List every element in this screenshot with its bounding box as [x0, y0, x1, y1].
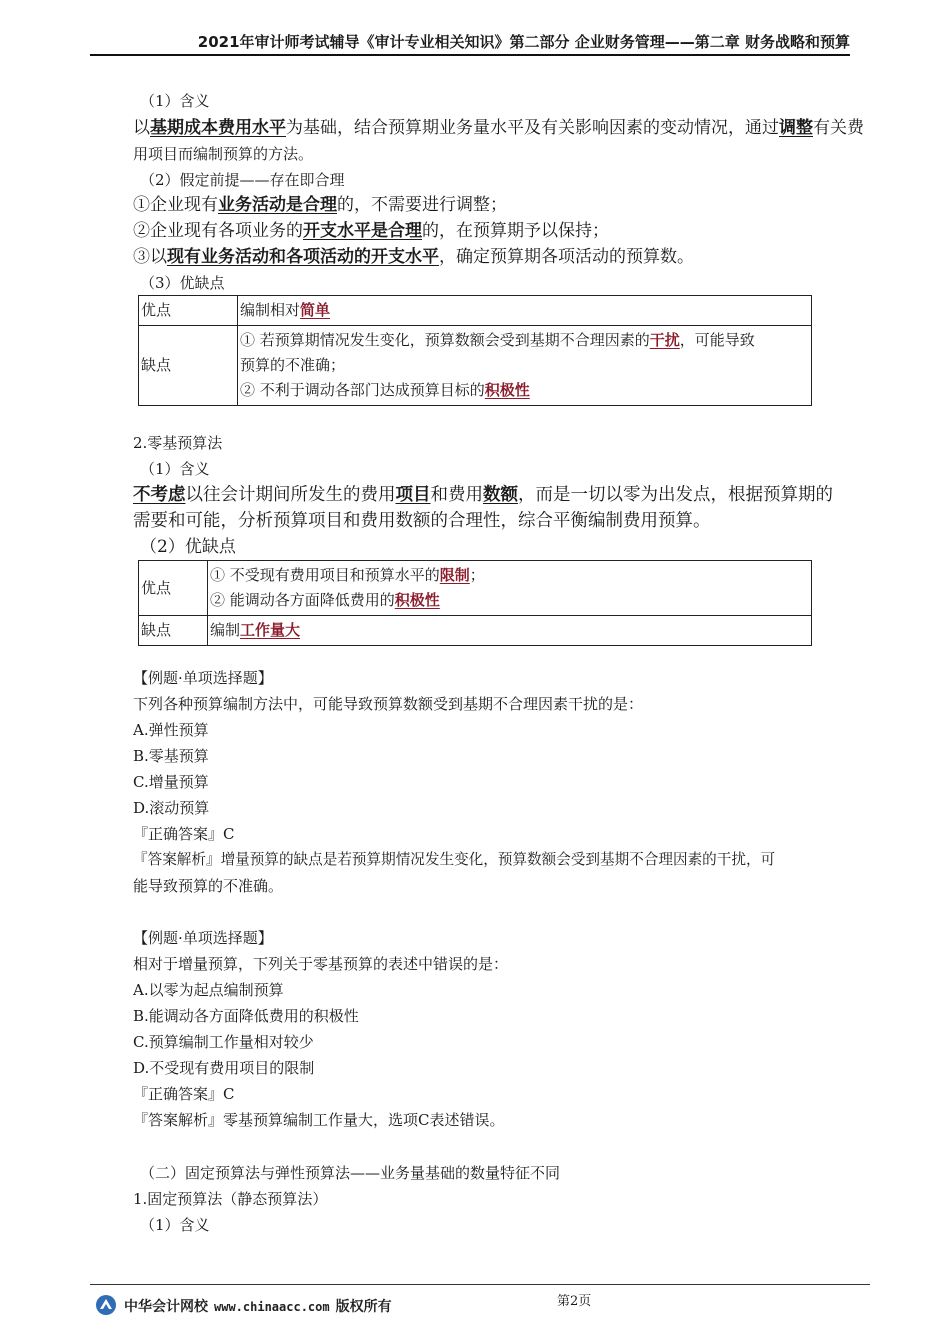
ex1-tag: 【例题·单项选择题】 — [133, 669, 273, 687]
header-rule — [90, 54, 850, 56]
s2-heading-meaning: （1）含义 — [140, 460, 210, 478]
table-value-cell: ① 若预算期情况发生变化，预算数额会受到基期不合理因素的干扰，可能导致 预算的不准确； ② 不利于调动各部门达成预算目标的积极性 — [238, 326, 812, 406]
table-value-cell: 编制相对简单 — [238, 296, 812, 326]
s1-premise-2: ②企业现有各项业务的开支水平是合理的，在预算期予以保持； — [133, 221, 609, 241]
ex2-option-b: B.能调动各方面降低费用的积极性 — [133, 1007, 359, 1025]
table-row — [139, 561, 812, 616]
s1-heading-meaning: （1）含义 — [140, 92, 210, 110]
s2-definition-line1: 不考虑以往会计期间所发生的费用项目和费用数额，而是一切以零为出发点，根据预算期的 — [133, 485, 833, 505]
table-label-cell: 优点 — [139, 561, 208, 616]
table-label-cell: 缺点 — [139, 616, 208, 646]
table-row — [139, 296, 812, 326]
brand-rights: 版权所有 — [335, 1299, 392, 1315]
s1-premise-1: ①企业现有业务活动是合理的，不需要进行调整； — [133, 195, 507, 215]
ex2-analysis: 『答案解析』零基预算编制工作量大，选项C表述错误。 — [133, 1111, 505, 1129]
s3-title: （二）固定预算法与弹性预算法——业务量基础的数量特征不同 — [140, 1164, 561, 1182]
ex2-option-a: A.以零为起点编制预算 — [133, 981, 284, 999]
brand-name: 中华会计网校 — [124, 1299, 208, 1315]
ex1-analysis-line1: 『答案解析』增量预算的缺点是若预算期情况发生变化，预算数额会受到基期不合理因素的干扰，可 — [133, 851, 776, 868]
header-title: 2021年审计师考试辅导《审计专业相关知识》第二部分 企业财务管理——第二章 财务战略和预算 — [197, 33, 850, 51]
s3-subtitle: 1.固定预算法（静态预算法） — [133, 1190, 328, 1208]
ex2-option-d: D.不受现有费用项目的限制 — [133, 1059, 315, 1077]
footer-brand — [124, 1296, 392, 1316]
table-label-cell: 缺点 — [139, 326, 238, 406]
table-row — [139, 616, 812, 646]
footer-rule — [90, 1284, 870, 1285]
s2-definition-line2: 需要和可能，分析预算项目和费用数额的合理性，综合平衡编制费用预算。 — [133, 511, 711, 531]
s2-pros-cons-table — [138, 560, 812, 646]
ex1-option-a: A.弹性预算 — [133, 721, 209, 739]
s1-heading-pros-cons: （3）优缺点 — [140, 274, 225, 292]
ex2-tag: 【例题·单项选择题】 — [133, 929, 273, 947]
s1-premise-3: ③以现有业务活动和各项活动的开支水平，确定预算期各项活动的预算数。 — [133, 247, 694, 267]
ex2-option-c: C.预算编制工作量相对较少 — [133, 1033, 314, 1051]
ex1-option-b: B.零基预算 — [133, 747, 209, 765]
table-value-cell: 编制工作量大 — [208, 616, 812, 646]
ex1-analysis-line2: 能导致预算的不准确。 — [133, 877, 284, 895]
page-number: 第2页 — [557, 1294, 592, 1309]
ex1-question: 下列各种预算编制方法中，可能导致预算数额受到基期不合理因素干扰的是： — [133, 695, 644, 713]
s3-heading-meaning: （1）含义 — [140, 1216, 210, 1234]
ex1-option-c: C.增量预算 — [133, 773, 209, 791]
ex1-option-d: D.滚动预算 — [133, 799, 210, 817]
s2-heading-pros-cons: （2）优缺点 — [140, 537, 236, 557]
ex2-question: 相对于增量预算，下列关于零基预算的表述中错误的是： — [133, 955, 509, 973]
s1-definition-line2: 用项目而编制预算的方法。 — [133, 145, 314, 163]
s1-heading-premise: （2）假定前提——存在即合理 — [140, 171, 345, 189]
s1-pros-cons-table — [138, 295, 812, 406]
table-row — [139, 326, 812, 406]
ex2-answer: 『正确答案』C — [133, 1085, 235, 1103]
s2-title: 2.零基预算法 — [133, 434, 223, 452]
logo-icon — [95, 1294, 117, 1316]
table-value-cell: ① 不受现有费用项目和预算水平的限制； ② 能调动各方面降低费用的积极性 — [208, 561, 812, 616]
s1-definition-line1: 以基期成本费用水平为基础，结合预算期业务量水平及有关影响因素的变动情况，通过调整有关费 — [133, 118, 864, 138]
ex1-answer: 『正确答案』C — [133, 825, 235, 843]
brand-url[interactable]: www.chinaacc.com — [214, 1300, 330, 1314]
table-label-cell: 优点 — [139, 296, 238, 326]
